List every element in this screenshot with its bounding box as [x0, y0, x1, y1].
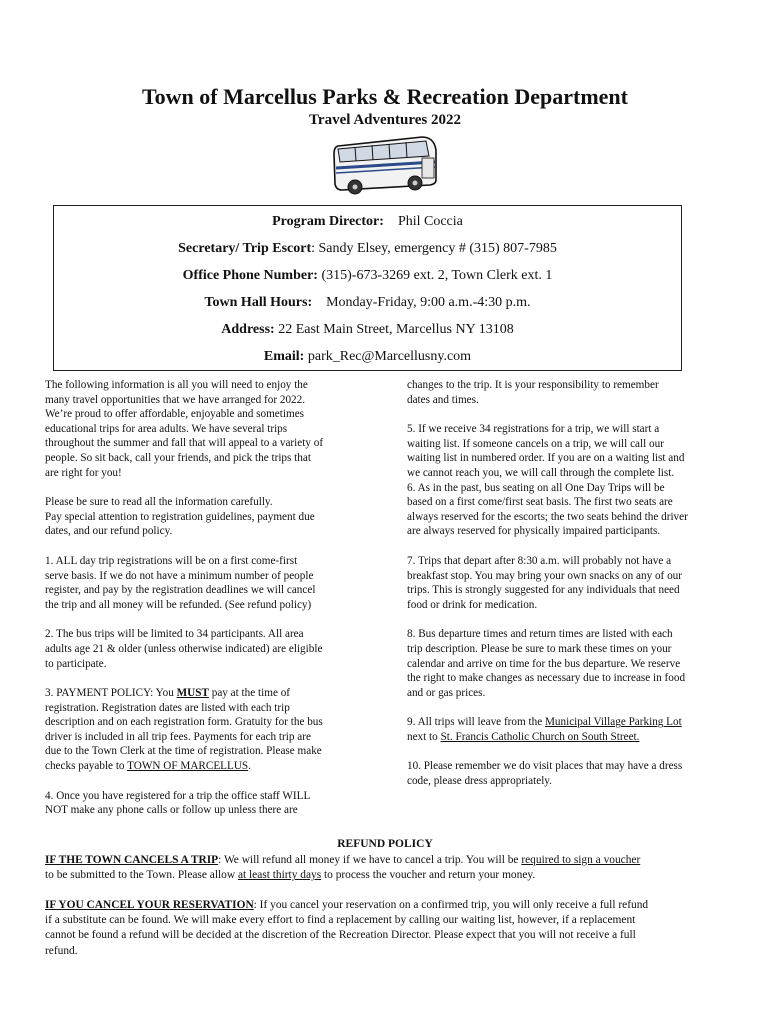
email-value[interactable]: park_Rec@Marcellusny.com — [304, 349, 472, 364]
text-line: description and on each registration form. Gratuity for the bus — [45, 716, 323, 729]
text-line: serve basis. If we do not have a minimum number of people — [45, 569, 314, 582]
text-span: : We will refund all money if we have to cancel a trip. You will be — [218, 854, 522, 866]
town-of-marcellus-payee: TOWN OF MARCELLUS — [127, 760, 249, 773]
text-line: changes to the trip. It is your responsibility to remember — [407, 379, 659, 391]
refund-policy-title: REFUND POLICY — [337, 838, 433, 850]
parking-lot-location: Municipal Village Parking Lot — [544, 716, 682, 729]
text-line: code, please dress appropriately. — [407, 775, 552, 788]
text-line: 4. Once you have registered for a trip the office staff WILL — [45, 789, 311, 802]
text-line: are always reserved for physically impaired participants. — [407, 525, 661, 538]
text-line: 10. Please remember we do visit places that may have a dress — [407, 760, 683, 773]
text-line: Pay special attention to registration guidelines, payment due — [45, 510, 315, 523]
text-line — [45, 898, 648, 913]
text-line: people. So sit back, call your friends, and pick the trips that — [45, 451, 311, 464]
text-line: if a substitute can be found. We will make every effort to find a replacement by calling our waiting list, however, if a replacement — [45, 914, 636, 927]
town-cancels-heading: IF THE TOWN CANCELS A TRIP — [45, 854, 219, 866]
text-line: calendar and arrive on time for the bus departure. We reserve — [407, 657, 681, 670]
text-line: 5. If we receive 34 registrations for a trip, we will start a — [407, 423, 660, 436]
text-line — [45, 686, 323, 701]
text-line: 8. Bus departure times and return times are listed with each — [407, 628, 673, 641]
left-column — [45, 378, 323, 818]
text-line: register, and pay by the registration deadlines we will cancel — [45, 584, 316, 597]
phone-value: (315)-673-3269 ext. 2, Town Clerk ext. 1 — [317, 268, 553, 283]
text-line — [407, 730, 688, 745]
text-span: : If you cancel your reservation on a confirmed trip, you will only receive a full refund — [253, 899, 649, 911]
text-line: and or gas prices. — [407, 686, 486, 699]
address-value: 22 East Main Street, Marcellus NY 13108 — [274, 322, 514, 337]
secretary-value: : Sandy Elsey, emergency # (315) 807-7985 — [311, 241, 557, 256]
hours-value: Monday-Friday, 9:00 a.m.-4:30 p.m. — [326, 295, 531, 310]
church-location: St. Francis Catholic Church on South Street. — [440, 730, 640, 743]
refund-town-cancels — [45, 853, 640, 883]
text-line: cannot be found a refund will be decided at the discretion of the Recreation Director. Please expect that you will not receive a full — [45, 929, 636, 942]
bus-icon — [330, 132, 440, 198]
text-line: Please be sure to read all the information carefully. — [45, 496, 273, 509]
text-line: 7. Trips that depart after 8:30 a.m. will probably not have a — [407, 554, 672, 567]
text-line: 2. The bus trips will be limited to 34 participants. All area — [45, 628, 304, 641]
policy-item-1 — [45, 554, 323, 612]
text-line: due to the Town Clerk at the time of registration. Please make — [45, 745, 322, 758]
text-span: 3. PAYMENT POLICY: You — [45, 687, 177, 700]
text-line: NOT make any phone calls or follow up unless there are — [45, 804, 298, 817]
address-label: Address: — [221, 322, 275, 337]
text-line: throughout the summer and fall that will appeal to a variety of — [45, 437, 324, 450]
text-span: . — [248, 760, 251, 773]
policy-item-2 — [45, 627, 323, 671]
email-line — [54, 349, 681, 365]
text-line: adults age 21 & older (unless otherwise indicated) are eligible — [45, 642, 323, 655]
text-line: trip description. Please be sure to mark these times on your — [407, 642, 672, 655]
right-column — [407, 378, 688, 789]
secretary-label: Secretary/ Trip Escort — [178, 241, 312, 256]
text-line: trips. This is strongly suggested for any individuals that need — [407, 584, 680, 597]
text-line: The following information is all you will need to enjoy the — [45, 379, 308, 391]
text-line — [45, 853, 640, 868]
text-line: waiting list in numbered order. If you are on a waiting list and — [407, 452, 685, 465]
text-line: always reserved for the escorts; the two seats behind the driver — [407, 510, 688, 523]
text-line: the right to make changes as necessary due to increase in food — [407, 672, 686, 685]
text-line: food or drink for medication. — [407, 598, 538, 611]
text-line — [45, 759, 323, 774]
address-line — [54, 322, 681, 338]
policy-item-5-6 — [407, 422, 688, 539]
text-span: checks payable to — [45, 760, 128, 773]
email-label: Email: — [263, 349, 305, 364]
text-span: to be submitted to the Town. Please allow — [45, 869, 238, 882]
text-line — [407, 715, 688, 730]
text-span: pay at the time of — [208, 687, 291, 700]
secretary-line — [54, 241, 681, 257]
text-line: many travel opportunities that we have arranged for 2022. — [45, 393, 306, 406]
contact-info-box — [53, 205, 682, 371]
policy-item-9 — [407, 715, 688, 744]
phone-label: Office Phone Number: — [182, 268, 318, 283]
text-line: we cannot reach you, we will call through the complete list. — [407, 466, 675, 479]
refund-you-cancel — [45, 898, 648, 959]
hours-line — [54, 295, 681, 311]
text-span: to process the voucher and return your money. — [321, 869, 536, 882]
page-title: Town of Marcellus Parks & Recreation Department — [142, 84, 628, 109]
program-director-value: Phil Coccia — [397, 214, 463, 229]
policy-item-7 — [407, 554, 688, 612]
text-line: driver is included in all trip fees. Payments for each trip are — [45, 730, 311, 743]
voucher-requirement: required to sign a voucher — [521, 854, 641, 866]
text-span: next to — [407, 730, 441, 743]
text-line: registration. Registration dates are listed with each trip — [45, 701, 290, 714]
program-director-label: Program Director: — [272, 214, 384, 229]
must-emphasis: MUST — [176, 687, 209, 700]
policy-item-4-continued — [407, 378, 688, 407]
policy-item-10 — [407, 759, 688, 788]
text-line: waiting list. If someone cancels on a trip, we will call our — [407, 437, 664, 450]
text-line: to participate. — [45, 657, 107, 670]
you-cancel-heading: IF YOU CANCEL YOUR RESERVATION — [45, 899, 254, 911]
text-line: 6. As in the past, bus seating on all One Day Trips will be — [407, 481, 665, 494]
read-carefully-paragraph — [45, 495, 323, 539]
text-line: the trip and all money will be refunded. (See refund policy) — [45, 598, 312, 611]
program-director-line — [54, 214, 681, 230]
intro-paragraph — [45, 378, 323, 480]
text-line — [45, 868, 640, 883]
policy-item-8 — [407, 627, 688, 700]
policy-item-3 — [45, 686, 323, 774]
text-line: refund. — [45, 944, 78, 957]
text-line: 1. ALL day trip registrations will be on a first come-first — [45, 554, 298, 567]
page-subtitle: Travel Adventures 2022 — [309, 112, 461, 128]
thirty-days-emphasis: at least thirty days — [237, 869, 322, 882]
text-line: dates and times. — [407, 393, 479, 406]
text-line: are right for you! — [45, 466, 122, 479]
text-line: based on a first come/first seat basis. The first two seats are — [407, 496, 673, 509]
hours-label: Town Hall Hours: — [204, 295, 313, 310]
text-line: educational trips for area adults. We have several trips — [45, 422, 288, 435]
text-span: 9. All trips will leave from the — [407, 716, 545, 729]
text-line: We’re proud to offer affordable, enjoyable and sometimes — [45, 408, 305, 421]
policy-item-4 — [45, 789, 323, 818]
text-line: breakfast stop. You may bring your own snacks on any of our — [407, 569, 682, 582]
text-line: dates, and our refund policy. — [45, 525, 173, 538]
phone-line — [54, 268, 681, 284]
